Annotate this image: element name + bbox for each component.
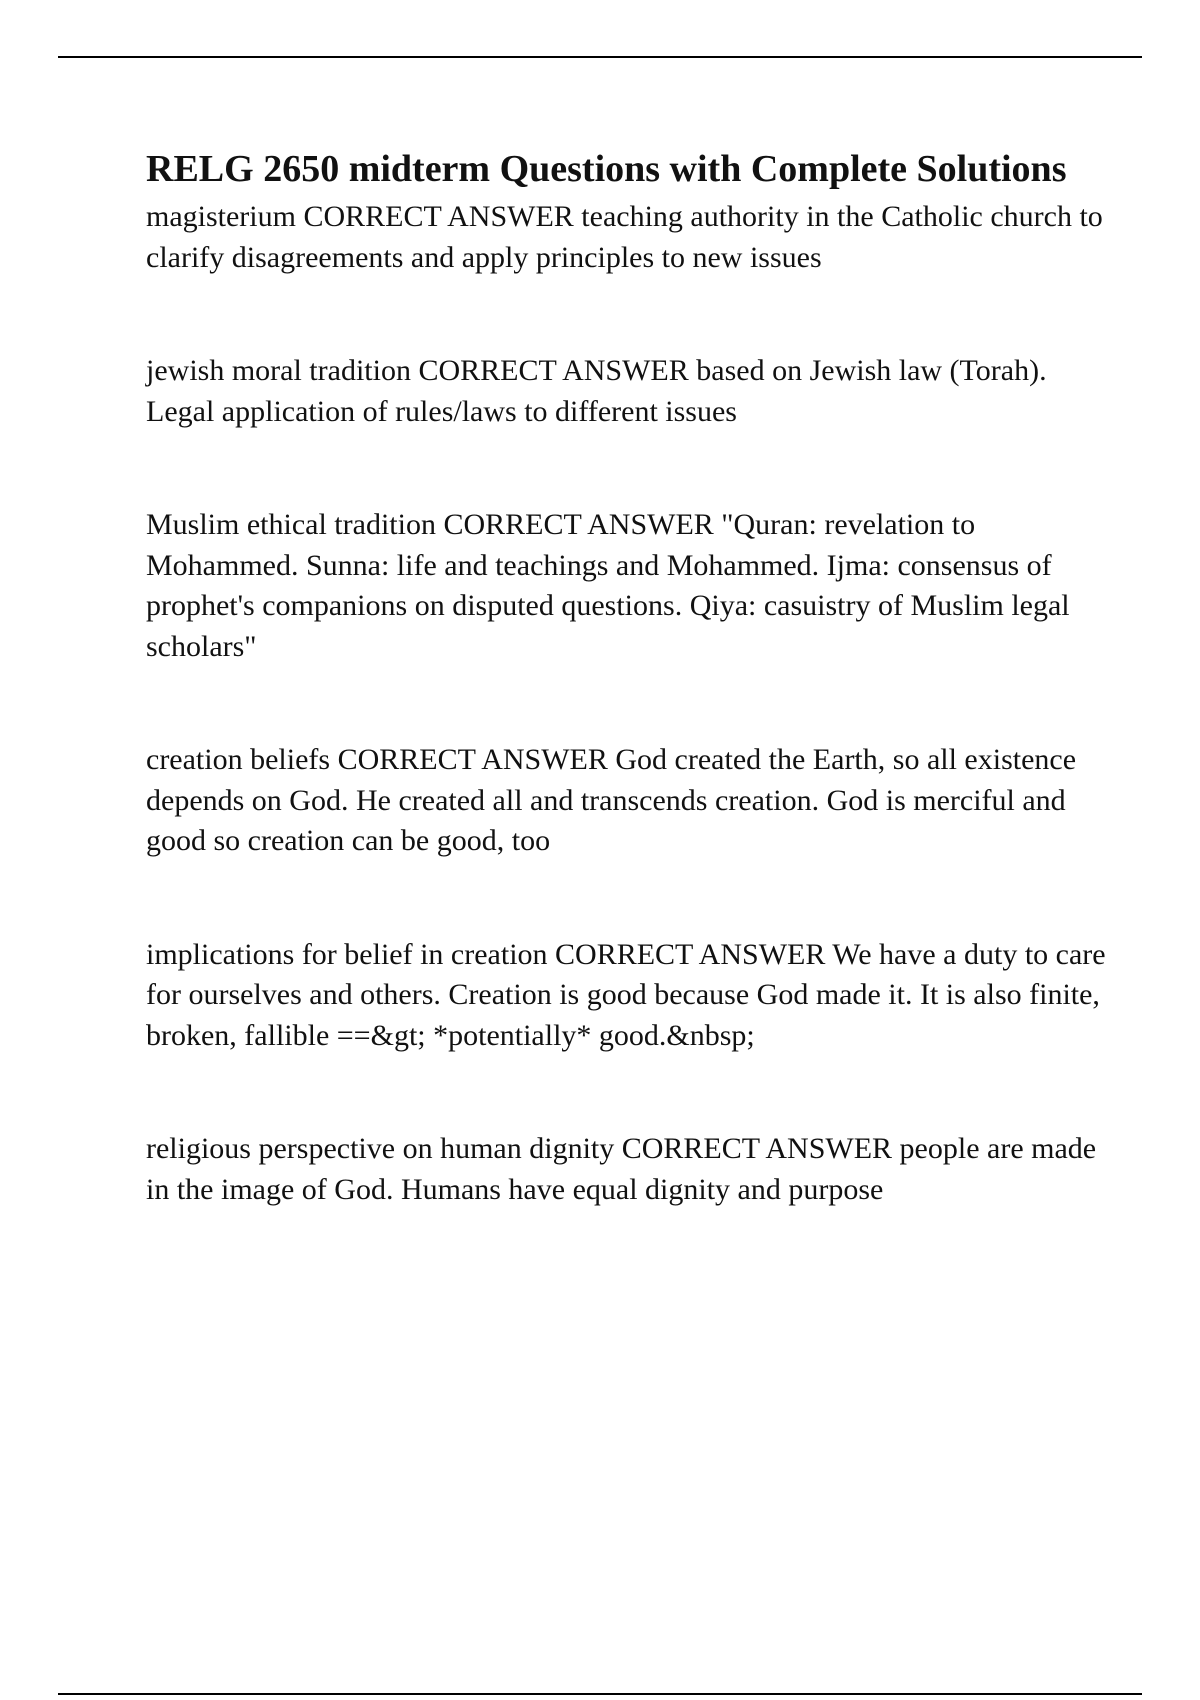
document-body [146, 144, 1106, 1283]
qa-item-muslim-ethical-tradition: Muslim ethical tradition CORRECT ANSWER "Quran: revelation to Mohammed. Sunna: life and teachings and Mohammed. Ijma: consensus of prophet's companions on disputed questions. Qiya: casuistry of Muslim legal scholars" [146, 508, 1070, 663]
qa-list [146, 197, 1106, 1210]
bottom-rule [58, 1693, 1142, 1695]
qa-item-creation-beliefs: creation beliefs CORRECT ANSWER God created the Earth, so all existence depends on God. He created all and transcends creation. God is merciful and good so creation can be good, too [146, 743, 1077, 857]
top-rule [58, 56, 1142, 58]
qa-item-magisterium: magisterium CORRECT ANSWER teaching authority in the Catholic church to clarify disagreements and apply principles to new issues [146, 200, 1103, 274]
qa-item-jewish-moral-tradition: jewish moral tradition CORRECT ANSWER based on Jewish law (Torah). Legal application of rules/laws to different issues [146, 354, 1047, 428]
document-title: RELG 2650 midterm Questions with Complete Solutions [146, 148, 1067, 190]
qa-item-human-dignity: religious perspective on human dignity CORRECT ANSWER people are made in the image of God. Humans have equal dignity and purpose [146, 1132, 1097, 1206]
qa-item-implications-creation: implications for belief in creation CORRECT ANSWER We have a duty to care for ourselves and others. Creation is good because God made it. It is also finite, broken, fallible ==&gt; *potentially* good.&nbsp; [146, 937, 1106, 1052]
